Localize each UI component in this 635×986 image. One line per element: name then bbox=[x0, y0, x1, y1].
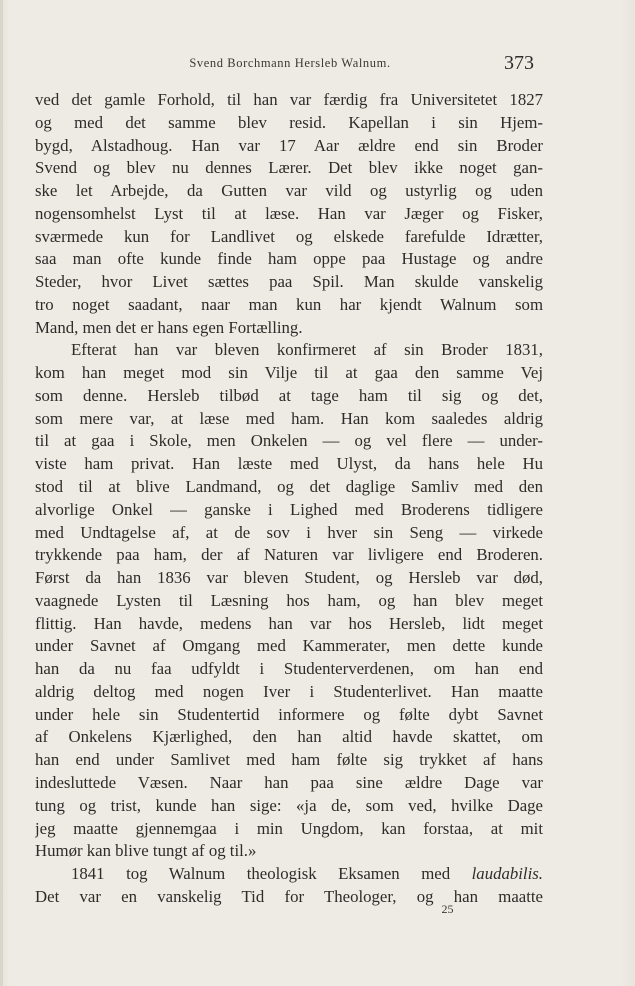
text-line: under Savnet af Omgang med Kammerater, men dette kunde bbox=[35, 636, 543, 656]
italic-term: laudabilis. bbox=[471, 864, 543, 884]
text-line: Humør kan blive tungt af og til.» bbox=[35, 841, 257, 861]
text-line: tung og trist, kunde han sige: «ja de, som ved, hvilke Dage bbox=[35, 795, 543, 815]
text-line: tro noget saadant, naar man kun har kjendt Walnum som bbox=[35, 294, 543, 314]
text-line: trykkende paa ham, der af Naturen var livligere end Broderen. bbox=[35, 545, 543, 565]
text-line: som denne. Hersleb tilbød at tage ham til sig og det, bbox=[35, 385, 543, 405]
text-line: ved det gamle Forhold, til han var færdig fra Universitetet 1827 bbox=[35, 90, 543, 109]
text-line: flittig. Han havde, medens han var hos Hersleb, lidt meget bbox=[35, 613, 543, 633]
text-line: viste ham privat. Han læste med Ulyst, da hans hele Hu bbox=[35, 454, 543, 474]
text-line: Først da han 1836 var bleven Student, og Hersleb var død, bbox=[35, 568, 543, 588]
running-head bbox=[0, 52, 635, 82]
text-line: kom han meget mod sin Vilje til at gaa den samme Vej bbox=[35, 363, 543, 383]
printer-signature bbox=[0, 902, 635, 917]
text-line: han da nu faa udfyldt i Studenterverdenen, om han end bbox=[35, 659, 543, 679]
text-line: nogensomhelst Lyst til at læse. Han var Jæger og Fisker, bbox=[35, 203, 543, 223]
line-text: 1841 tog Walnum theologisk Eksamen med bbox=[71, 864, 451, 884]
text-line: Mand, men det er hans egen Fortælling. bbox=[35, 317, 303, 337]
page-number: 373 bbox=[504, 52, 534, 74]
text-line: under hele sin Studentertid informere og følte dybt Savnet bbox=[35, 704, 543, 724]
chapter-title: Svend Borchmann Hersleb Walnum. bbox=[189, 56, 391, 70]
text-line: med Undtagelse af, at de sov i hver sin Seng — virkede bbox=[35, 522, 543, 542]
text-line: af Onkelens Kjærlighed, den han altid havde skattet, om bbox=[35, 727, 543, 747]
paragraph-start-line: Efterat han var bleven konfirmeret af sin Broder 1831, bbox=[71, 340, 543, 360]
text-line: til at gaa i Skole, men Onkelen — og vel flere — under- bbox=[35, 431, 543, 451]
text-line: saa man ofte kunde finde ham oppe paa Hustage og andre bbox=[35, 249, 543, 269]
text-line: sværmede kun for Landlivet og elskede farefulde Idrætter, bbox=[35, 226, 543, 246]
text-line: alvorlige Onkel — ganske i Lighed med Broderens tidligere bbox=[35, 499, 543, 519]
text-line: og med det samme blev resid. Kapellan i sin Hjem- bbox=[35, 112, 543, 132]
text-line: vaagnede Lysten til Læsning hos ham, og han blev meget bbox=[35, 590, 543, 610]
text-line: jeg maatte gjennemgaa i min Ungdom, kan forstaa, at mit bbox=[35, 818, 543, 838]
body-text bbox=[35, 89, 543, 909]
text-line: Svend og blev nu dennes Lærer. Det blev ikke noget gan- bbox=[35, 158, 543, 178]
text-line: indesluttede Væsen. Naar han paa sine ældre Dage var bbox=[35, 772, 543, 792]
text-line: Steder, hvor Livet sættes paa Spil. Man skulde vanskelig bbox=[35, 272, 543, 292]
text-line: han end under Samlivet med ham følte sig trykket af hans bbox=[35, 750, 543, 770]
text-line: aldrig deltog med nogen Iver i Studenterlivet. Han maatte bbox=[35, 681, 543, 701]
paragraph-start-line bbox=[35, 863, 543, 886]
text-line: bygd, Alstadhoug. Han var 17 Aar ældre end sin Broder bbox=[35, 135, 543, 155]
text-line: Det var en vanskelig Tid for Theologer, og han maatte bbox=[35, 886, 543, 906]
text-line: som mere var, at læse med ham. Han kom saaledes aldrig bbox=[35, 408, 543, 428]
signature-number: 25 bbox=[441, 902, 454, 916]
binding-edge bbox=[0, 0, 3, 986]
text-line: ske let Arbejde, da Gutten var vild og ustyrlig og uden bbox=[35, 181, 543, 201]
text-line: stod til at blive Landmand, og det daglige Samliv med den bbox=[35, 477, 543, 497]
